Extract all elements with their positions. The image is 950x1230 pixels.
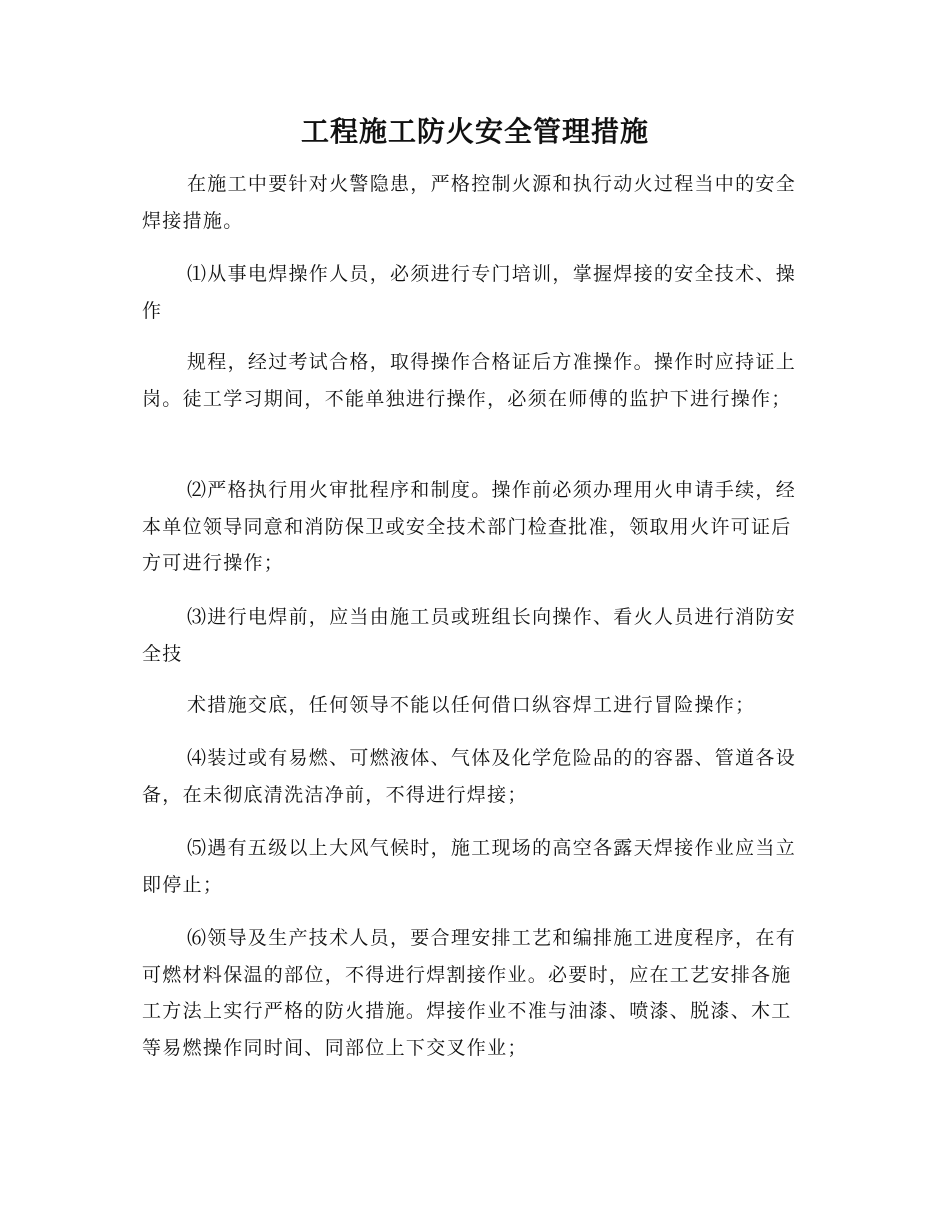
paragraph-item-5: ⑸遇有五级以上大风气候时，施工现场的高空各露天焊接作业应当立即停止； [142, 837, 797, 896]
document-title: 工程施工防火安全管理措施 [300, 115, 649, 148]
paragraph-item-1-part-2: 规程，经过考试合格，取得操作合格证后方准操作。操作时应持证上岗。徒工学习期间，不能单独进行操作，必须在师傅的监护下进行操作； [142, 351, 797, 410]
paragraph-item-1-part-1: ⑴从事电焊操作人员，必须进行专门培训，掌握焊接的安全技术、操作 [142, 263, 797, 322]
paragraph-item-2: ⑵严格执行用火审批程序和制度。操作前必须办理用火申请手续，经本单位领导同意和消防保卫或安全技术部门检查批准，领取用火许可证后方可进行操作； [142, 479, 797, 574]
paragraph-item-6: ⑹领导及生产技术人员，要合理安排工艺和编排施工进度程序，在有可燃材料保温的部位，不得进行焊割接作业。必要时，应在工艺安排各施工方法上实行严格的防火措施。焊接作业不准与油漆、喷漆、脱漆、木工等易燃操作同时间、同部位上下交叉作业； [142, 927, 797, 1059]
paragraph-item-4: ⑷装过或有易燃、可燃液体、气体及化学危险品的的容器、管道各设备，在未彻底清洗洁净前，不得进行焊接； [142, 747, 797, 806]
paragraph-intro: 在施工中要针对火警隐患，严格控制火源和执行动火过程当中的安全焊接措施。 [142, 173, 797, 232]
paragraph-item-3-part-1: ⑶进行电焊前，应当由施工员或班组长向操作、看火人员进行消防安全技 [142, 606, 797, 665]
paragraph-item-3-part-2: 术措施交底，任何领导不能以任何借口纵容焊工进行冒险操作； [187, 694, 756, 716]
